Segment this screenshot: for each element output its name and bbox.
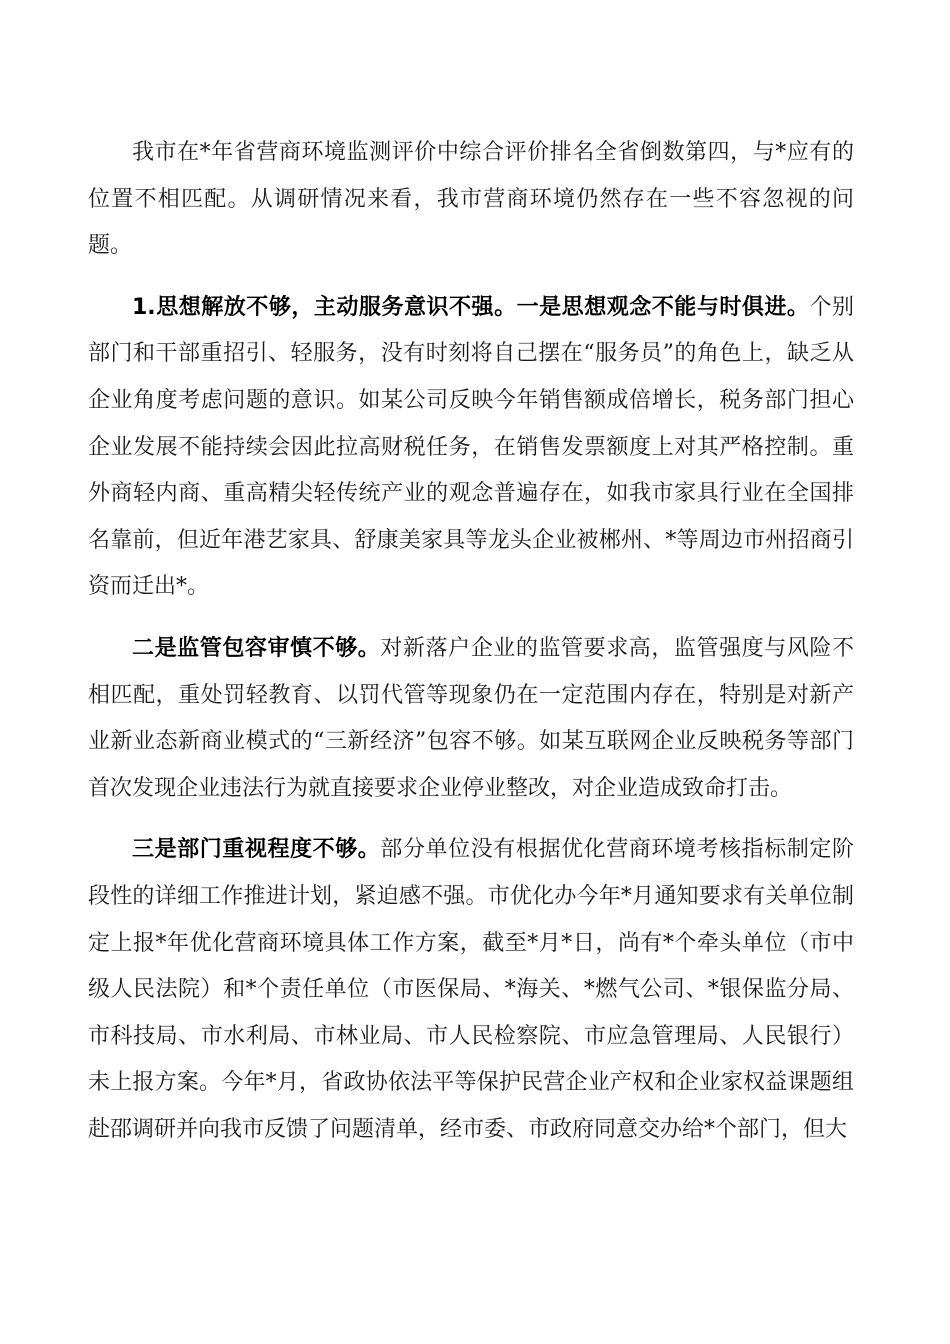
document-body <box>88 130 854 1168</box>
paragraph-text: 我市在*年省营商环境监测评价中综合评价排名全省倒数第四，与*应有的位置不相匹配。从调研情况来看，我市营商环境仍然存在一些不容忽视的问题。 <box>88 140 854 259</box>
paragraph-heading: 二是监管包容审慎不够。 <box>132 635 381 661</box>
paragraph-text: 对新落户企业的监管要求高，监管强度与风险不相匹配，重处罚轻教育、以罚代管等现象仍在一定范围内存在，特别是对新产业新业态新商业模式的“三新经济”包容不够。如某互联网企业反映税务等部门首次发现企业违法行为就直接要求企业停业整改，对企业造成致命打击。 <box>88 635 854 801</box>
paragraph-heading: 三是部门重视程度不够。 <box>132 837 381 863</box>
paragraph-text: 部分单位没有根据优化营商环境考核指标制定阶段性的详细工作推进计划，紧迫感不强。市优化办今年*月通知要求有关单位制定上报*年优化营商环境具体工作方案，截至*月*日，尚有*个牵头单位（市中级人民法院）和*个责任单位（市医保局、*海关、*燃气公司、*银保监分局、市科技局、市水利局、市林业局、市人民检察院、市应急管理局、人民银行）未上报方案。今年*月，省政协依法平等保护民营企业产权和企业家权益课题组赴邵调研并向我市反馈了问题清单，经市委、市政府同意交办给*个部门，但大 <box>88 837 854 1142</box>
paragraph-point-1 <box>88 285 854 611</box>
paragraph-point-2 <box>88 626 854 812</box>
paragraph-text: 个别部门和干部重招引、轻服务，没有时刻将自己摆在“服务员”的角色上，缺乏从企业角度考虑问题的意识。如某公司反映今年销售额成倍增长，税务部门担心企业发展不能持续会因此拉高财税任务，在销售发票额度上对其严格控制。重外商轻内商、重高精尖轻传统产业的观念普遍存在，如我市家具行业在全国排名靠前，但近年港艺家具、舒康美家具等龙头企业被郴州、*等周边市州招商引资而迁出*。 <box>88 294 854 600</box>
paragraph-point-3 <box>88 827 854 1153</box>
paragraph-intro <box>88 130 854 270</box>
paragraph-heading: 1.思想解放不够，主动服务意识不强。一是思想观念不能与时俱进。 <box>132 294 810 320</box>
